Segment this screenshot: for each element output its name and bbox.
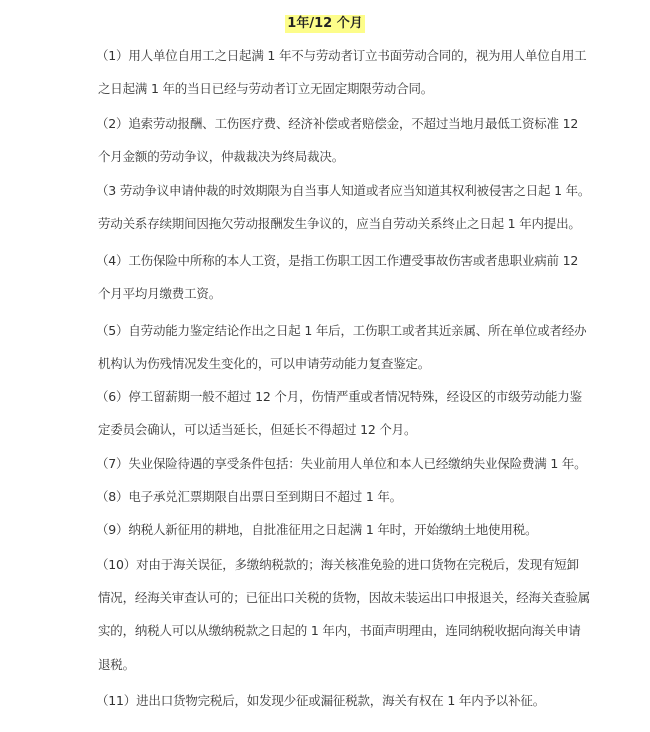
paragraph-start-line: （11）进出口货物完税后，如发现少征或漏征税款，海关有权在 1 年内予以补征。	[96, 693, 546, 708]
paragraph-continuation-line: 之日起满 1 年的当日已经与劳动者订立无固定期限劳动合同。	[98, 81, 434, 96]
paragraph-continuation-line: 个月平均月缴费工资。	[98, 286, 222, 301]
paragraph-start-line: （1）用人单位自用工之日起满 1 年不与劳动者订立书面劳动合同的，视为用人单位自用工	[96, 48, 587, 63]
paragraph-start-line: （5）自劳动能力鉴定结论作出之日起 1 年后，工伤职工或者其近亲属、所在单位或者经办	[96, 323, 587, 338]
paragraph-continuation-line: 定委员会确认，可以适当延长，但延长不得超过 12 个月。	[98, 422, 417, 437]
paragraph-continuation-line: 实的，纳税人可以从缴纳税款之日起的 1 年内，书面声明理由，连同纳税收据向海关申请	[98, 623, 581, 638]
paragraph-start-line: （9）纳税人新征用的耕地，自批准征用之日起满 1 年时，开始缴纳土地使用税。	[96, 522, 538, 537]
paragraph-start-line: （3 劳动争议申请仲裁的时效期限为自当事人知道或者应当知道其权利被侵害之日起 1 年。	[96, 183, 591, 198]
paragraph-start-line: （10）对由于海关误征，多缴纳税款的；海关核准免验的进口货物在完税后，发现有短卸	[96, 557, 579, 572]
paragraph-start-line: （2）追索劳动报酬、工伤医疗费、经济补偿或者赔偿金，不超过当地月最低工资标准 12	[96, 116, 579, 131]
paragraph-continuation-line: 劳动关系存续期间因拖欠劳动报酬发生争议的，应当自劳动关系终止之日起 1 年内提出。	[98, 216, 581, 231]
paragraph-start-line: （8）电子承兑汇票期限自出票日至到期日不超过 1 年。	[96, 489, 402, 504]
document-title: 1年/12 个月	[287, 16, 363, 31]
paragraph-start-line: （7）失业保险待遇的享受条件包括：失业前用人单位和本人已经缴纳失业保险费满 1 年。	[96, 456, 587, 471]
paragraph-continuation-line: 个月金额的劳动争议，仲裁裁决为终局裁决。	[98, 149, 345, 164]
title-container	[0, 12, 650, 33]
paragraph-continuation-line: 情况，经海关审查认可的；已征出口关税的货物，因故未装运出口申报退关，经海关查验属	[98, 590, 591, 605]
paragraph-start-line: （6）停工留薪期一般不超过 12 个月，伤情严重或者情况特殊，经设区的市级劳动能力鉴	[96, 389, 582, 404]
paragraph-start-line: （4）工伤保险中所称的本人工资，是指工伤职工因工作遭受事故伤害或者患职业病前 12	[96, 253, 579, 268]
paragraph-continuation-line: 机构认为伤残情况发生变化的，可以申请劳动能力复查鉴定。	[98, 356, 431, 371]
paragraph-continuation-line: 退税。	[98, 657, 135, 672]
